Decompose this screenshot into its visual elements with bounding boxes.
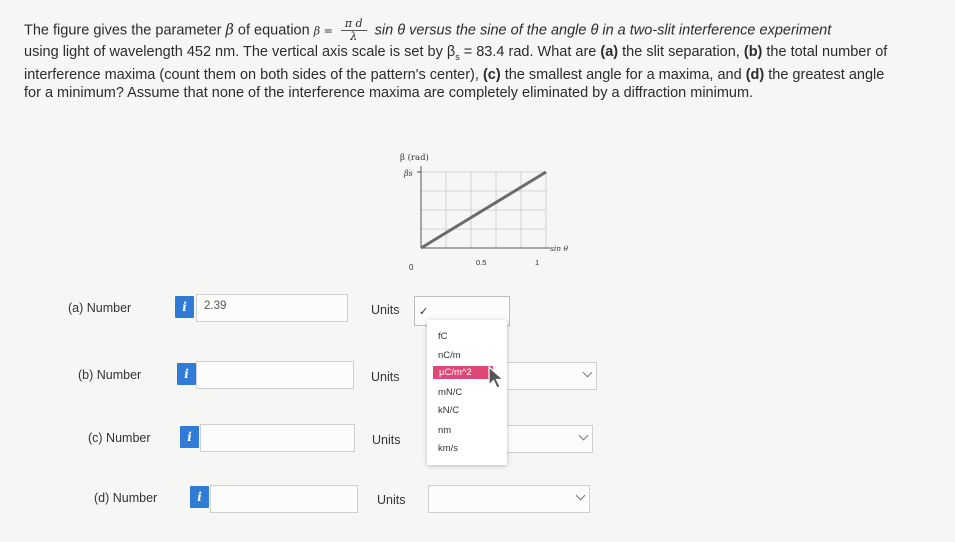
check-icon: ✓ bbox=[419, 306, 429, 318]
dropdown-option[interactable]: nC/m bbox=[438, 350, 461, 361]
equation-fraction: $\frac{\text{π d}}{\lambda}$ bbox=[341, 18, 367, 43]
graph-ytick-label: βs bbox=[404, 169, 413, 178]
graph-ylabel: β (rad) bbox=[400, 153, 429, 163]
input-c-number[interactable] bbox=[200, 424, 355, 452]
dropdown-option[interactable]: mN/C bbox=[438, 387, 463, 398]
graph-x-mid: 0.5 bbox=[476, 258, 487, 267]
graph-x0: 0 bbox=[409, 263, 414, 272]
units-select-c[interactable] bbox=[500, 425, 593, 453]
units-label-a: Units bbox=[371, 303, 400, 317]
input-b-number[interactable] bbox=[196, 361, 354, 389]
info-icon-d[interactable]: i bbox=[190, 486, 209, 508]
chevron-down-icon bbox=[576, 491, 586, 501]
graph-x-end: 1 bbox=[535, 258, 540, 267]
chevron-down-icon bbox=[583, 368, 593, 378]
label-c-number: (c) Number bbox=[88, 431, 151, 445]
info-icon-b[interactable]: i bbox=[177, 363, 196, 385]
label-d-number: (d) Number bbox=[94, 491, 158, 505]
beta-vs-sin-graph bbox=[380, 148, 580, 273]
chevron-down-icon bbox=[579, 431, 589, 441]
units-select-d[interactable] bbox=[428, 485, 590, 513]
input-a-number[interactable]: 2.39 bbox=[196, 294, 348, 322]
units-dropdown-menu[interactable] bbox=[427, 320, 507, 465]
dropdown-option[interactable]: kN/C bbox=[438, 405, 460, 416]
dropdown-option[interactable]: nm bbox=[438, 425, 452, 436]
info-icon-c[interactable]: i bbox=[180, 426, 199, 448]
input-d-number[interactable] bbox=[210, 485, 358, 513]
graph-xlabel: sin θ bbox=[550, 244, 568, 253]
dropdown-option[interactable]: km/s bbox=[438, 443, 459, 454]
question-line-2: using light of wavelength 452 nm. The vertical axis scale is set by $\beta_s = 83.4$ rad. What are (a) the slit separation, (b) the total number of bbox=[24, 44, 888, 62]
label-a-number: (a) Number bbox=[68, 301, 132, 315]
mouse-cursor-icon bbox=[488, 366, 506, 390]
dropdown-option[interactable]: fC bbox=[438, 331, 448, 342]
units-label-c: Units bbox=[372, 433, 401, 447]
question-line-3: interference maxima (count them on both sides of the pattern's center), (c) the smallest angle for a maxima, and (d) the greatest angle bbox=[24, 66, 885, 83]
question-line-4: for a minimum? Assume that none of the interference maxima are completely eliminated by a diffraction minimum. bbox=[24, 84, 754, 101]
question-text bbox=[24, 18, 939, 102]
equation-lhs: β = bbox=[313, 24, 333, 38]
units-select-b[interactable] bbox=[500, 362, 597, 390]
units-label-d: Units bbox=[377, 493, 406, 507]
info-icon-a[interactable]: i bbox=[175, 296, 194, 318]
label-b-number: (b) Number bbox=[78, 368, 142, 382]
dropdown-option-highlighted[interactable]: µC/m^2 bbox=[433, 366, 493, 379]
question-line-1: The figure gives the parameter β of equation β = $\frac{\text{π d}}{\lambda}$ sin θ versus the sine of the angle θ in a two-slit interference experiment bbox=[24, 17, 832, 43]
units-label-b: Units bbox=[371, 370, 400, 384]
